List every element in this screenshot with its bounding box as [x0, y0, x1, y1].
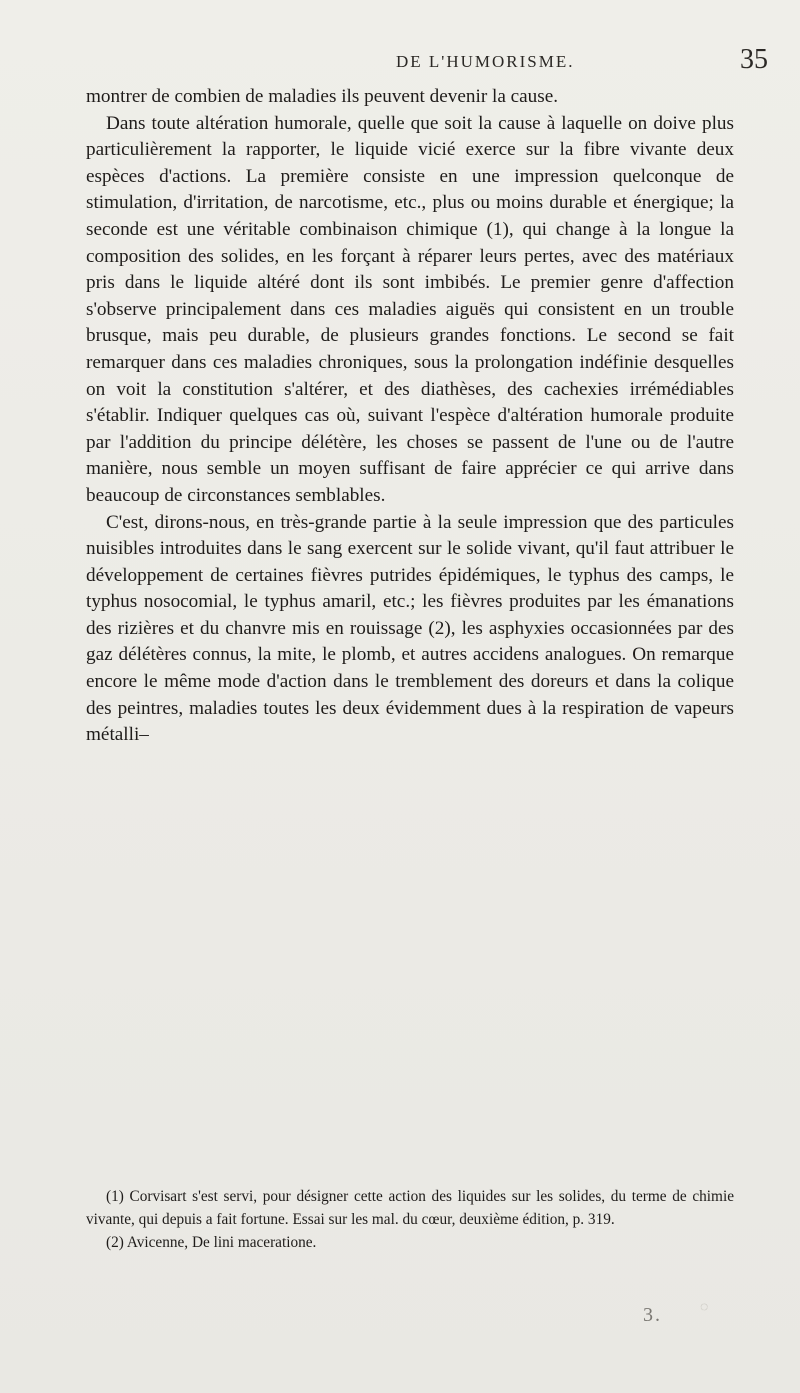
signature-mark: 3.	[643, 1304, 662, 1326]
footnotes	[86, 1185, 734, 1254]
paragraph-typhus-examples: C'est, dirons-nous, en très-grande partie à la seule impression que des particules nuisibles introduites dans le sang exercent sur le solide vivant, qu'il faut attribuer le développement de certaines fièvres putrides épidémiques, le typhus des camps, le typhus nosocomial, le typhus amaril, etc.; les fièvres produites par les émanations des rizières et du chanvre mis en rouissage (2), les asphyxies occasionnées par des gaz délétères connus, la mite, le plomb, et autres accidens analogues. On remarque encore le même mode d'action dans le tremblement des doreurs et dans la colique des peintres, maladies toutes les deux évidemment dues à la respiration de vapeurs métalli–	[86, 511, 734, 746]
page-header	[148, 44, 768, 80]
footnote-1: (1) Corvisart s'est servi, pour désigner cette action des liquides sur les solides, du terme de chimie vivante, qui depuis a fait fortune. Essai sur les mal. du cœur, deuxième édition, p. 319.	[86, 1188, 734, 1228]
stamp-mark: ◌	[700, 1300, 709, 1315]
main-text	[86, 84, 734, 749]
footnote-2: (2) Avicenne, De lini maceratione.	[106, 1234, 317, 1251]
paragraph-continuation: montrer de combien de maladies ils peuvent devenir la cause.	[86, 86, 559, 107]
page-number: 35	[740, 44, 768, 75]
running-head: DE L'HUMORISME.	[396, 52, 575, 71]
paragraph-humoral-alteration: Dans toute altération humorale, quelle que soit la cause à laquelle on doive plus particulièrement la rapporter, le liquide vicié exerce sur la fibre vivante deux espèces d'actions. La première consiste en une impression quelconque de stimulation, d'irritation, de narcotisme, etc., plus ou moins durable et énergique; la seconde est une véritable combinaison chimique (1), qui change à la longue la composition des solides, en les forçant à réparer leurs pertes, avec des matériaux pris dans le liquide altéré dont ils sont imbibés. Le premier genre d'affection s'observe principalement dans ces maladies aiguës qui consistent en un trouble brusque, mais peu durable, de plusieurs grandes fonctions. Le second se fait remarquer dans ces maladies chroniques, sous la prolongation indéfinie desquelles on voit la constitution s'altérer, et des diathèses, des cachexies irrémédiables s'établir. Indiquer quelques cas où, suivant l'espèce d'altération humorale produite par l'addition du principe délétère, les choses se passent de l'une ou de l'autre manière, nous semble un moyen suffisant de faire apprécier ce qui arrive dans beaucoup de circonstances semblables.	[86, 112, 734, 506]
